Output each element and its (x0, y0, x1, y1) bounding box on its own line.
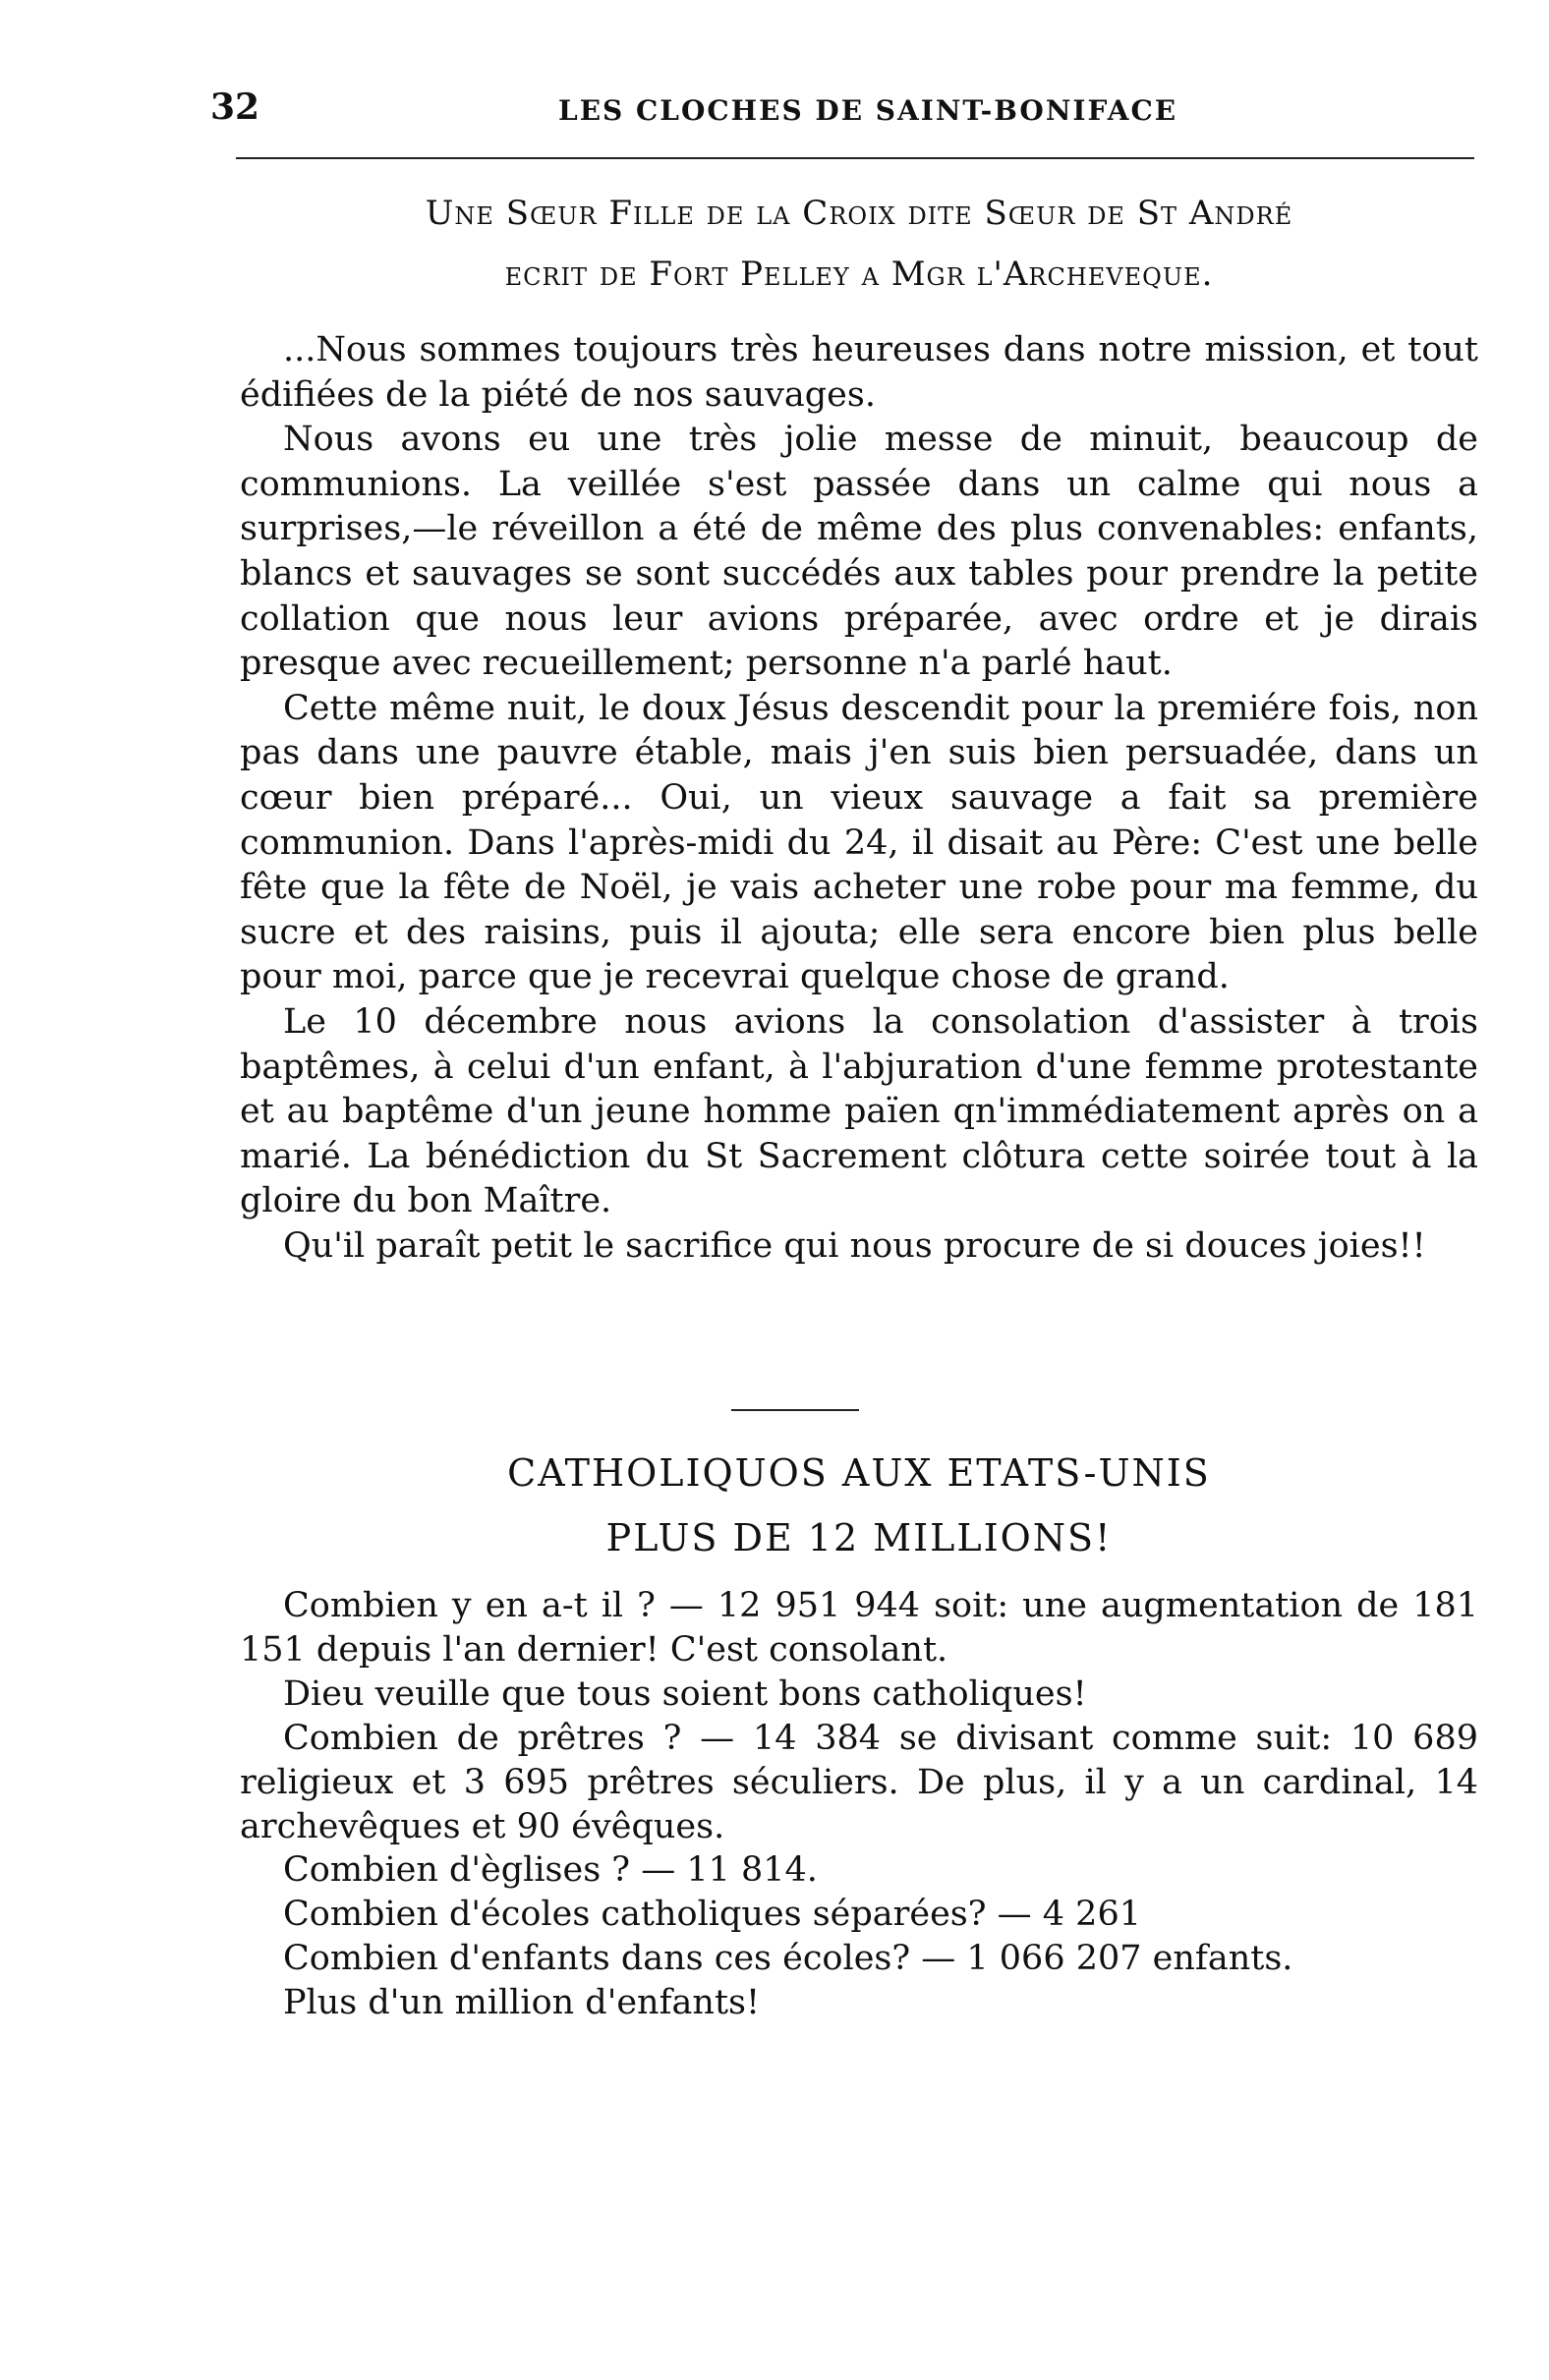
article-paragraph: Combien y en a-t il ? — 12 951 944 soit: une augmentation de 181 151 depuis l'an dernier! C'est consolant. (240, 1586, 1478, 1670)
section-divider (731, 1409, 859, 1411)
letter-title (240, 183, 1478, 305)
article-heading-line-1: CATHOLIQUOS AUX ETATS-UNIS (507, 1451, 1211, 1495)
article-heading-line-2: PLUS DE 12 MILLIONS! (605, 1516, 1113, 1559)
letter-paragraph: Le 10 décembre nous avions la consolation d'assister à trois baptêmes, à celui d'un enfant, à l'abjuration d'une femme protestante et au baptême d'un jeune homme païen qn'immédiatement après on a marié. La bénédiction du St Sacrement clôtura cette soirée tout à la gloire du bon Maître. (240, 1001, 1478, 1221)
article-paragraph: Combien de prêtres ? — 14 384 se divisant comme suit: 10 689 religieux et 3 695 prêtres séculiers. De plus, il y a un cardinal, 14 archevêques et 90 évêques. (240, 1718, 1478, 1846)
article-heading (240, 1441, 1478, 1570)
letter-paragraph: Qu'il paraît petit le sacrifice qui nous procure de si douces joies!! (283, 1225, 1426, 1266)
letter-title-line-1: Une Sœur Fille de la Croix dite Sœur de St André (425, 194, 1293, 233)
article-paragraph: Combien d'èglises ? — 11 814. (283, 1850, 818, 1891)
running-head (210, 86, 1478, 136)
article-body (240, 1584, 1478, 2025)
letter-paragraph: ...Nous sommes toujours très heureuses dans notre mission, et tout édifiées de la piété de nos sauvages. (240, 330, 1478, 415)
letter-title-line-2: ecrit de Fort Pelley a Mgr l'Archeveque. (504, 255, 1214, 294)
article-paragraph: Combien d'écoles catholiques séparées? — 4 261 (283, 1895, 1141, 1935)
article-paragraph: Dieu veuille que tous soient bons catholiques! (283, 1673, 1087, 1714)
letter-paragraph: Cette même nuit, le doux Jésus descendit pour la premiére fois, non pas dans une pauvre étable, mais j'en suis bien persuadée, dans un cœur bien préparé... Oui, un vieux sauvage a fait sa première communion. Dans l'après-midi du 24, il disait au Père: C'est une belle fête que la fête de Noël, je vais acheter une robe pour ma femme, du sucre et des raisins, puis il ajouta; elle sera encore bien plus belle pour moi, parce que je recevrai quelque chose de grand. (240, 688, 1478, 997)
running-title: LES CLOCHES DE SAINT-BONIFACE (558, 94, 1178, 127)
letter-body (240, 328, 1478, 1269)
page-number: 32 (210, 86, 260, 128)
article-paragraph: Plus d'un million d'enfants! (283, 1983, 761, 2023)
header-rule (236, 157, 1474, 159)
letter-paragraph: Nous avons eu une très jolie messe de minuit, beaucoup de communions. La veillée s'est passée dans un calme qui nous a surprises,—le réveillon a été de même des plus convenables: enfants, blancs et sauvages se sont succédés aux tables pour prendre la petite collation que nous leur avions préparée, avec ordre et je dirais presque avec recueillement; personne n'a parlé haut. (240, 420, 1478, 684)
article-paragraph: Combien d'enfants dans ces écoles? — 1 066 207 enfants. (283, 1939, 1293, 1979)
